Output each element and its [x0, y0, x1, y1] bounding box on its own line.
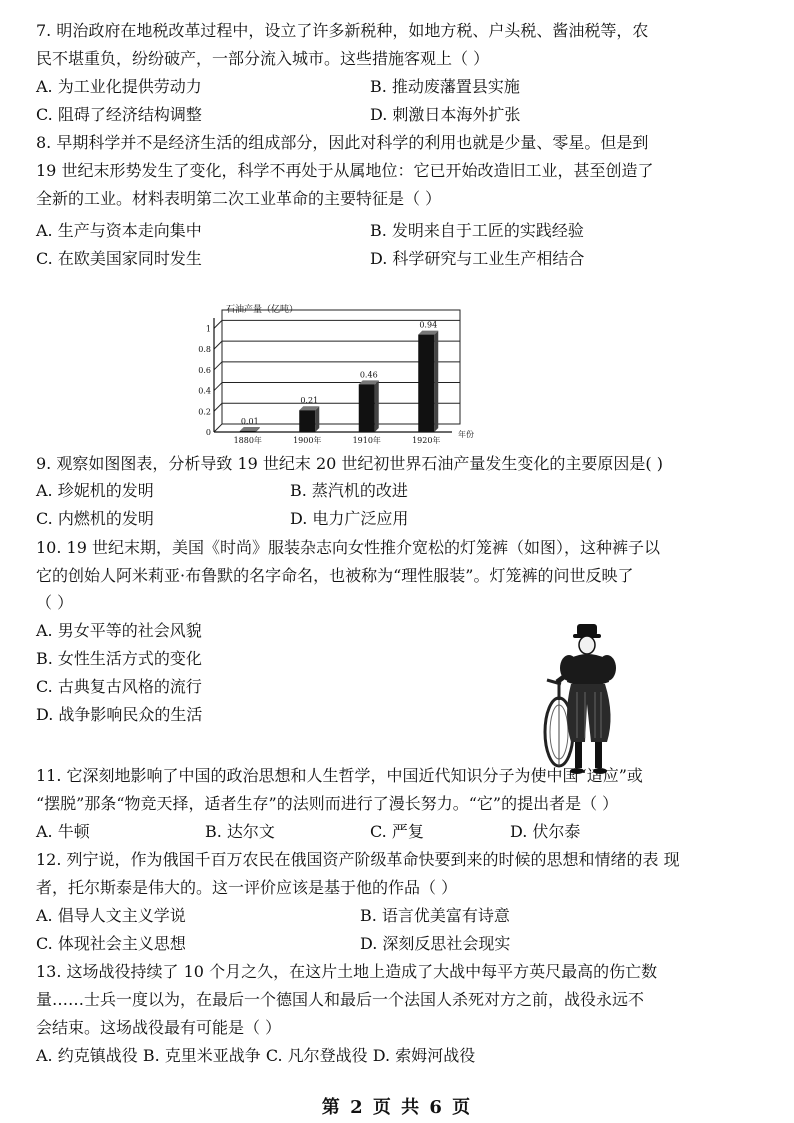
q8-option-d: D. 科学研究与工业生产相结合 [370, 249, 585, 268]
bar-data-label: 0.94 [419, 320, 438, 330]
q9-option-b: B. 蒸汽机的改进 [290, 481, 408, 500]
gridline-slant [214, 362, 222, 370]
q8-stem-line1: 8. 早期科学并不是经济生活的组成部分，因此对科学的利用也就是少量、零星。但是到 [36, 133, 649, 152]
gridline-slant [214, 383, 222, 391]
page-footer: 第 2 页 共 6 页 [321, 1097, 473, 1118]
q12-option-d: D. 深刻反思社会现实 [360, 934, 511, 953]
q12-option-c: C. 体现社会主义思想 [36, 934, 186, 953]
q11-option-b: B. 达尔文 [205, 822, 275, 841]
q9-option-a: A. 珍妮机的发明 [36, 481, 154, 500]
q7-option-a: A. 为工业化提供劳动力 [36, 77, 202, 96]
q11-stem-line2: “摆脱”那条“物竞天择，适者生存”的法则而进行了漫长努力。“它”的提出者是（ ） [36, 794, 619, 813]
q10-option-c: C. 古典复古风格的流行 [36, 677, 202, 696]
bar-side [315, 406, 319, 432]
q13-options: A. 约克镇战役 B. 克里米亚战争 C. 凡尔登战役 D. 索姆河战役 [36, 1046, 476, 1065]
q8-option-b: B. 发明来自于工匠的实践经验 [370, 221, 584, 240]
x-tick-label: 1920年 [412, 436, 441, 445]
q8-stem-line2: 19 世纪末形势发生了变化，科学不再处于从属地位：它已开始改造旧工业，甚至创造了 [36, 161, 654, 180]
q13-stem-line1: 13. 这场战役持续了 10 个月之久，在这片土地上造成了大战中每平方英尺最高的伤亡数 [36, 962, 658, 981]
gridline-slant [214, 424, 222, 432]
q9-stem: 9. 观察如图图表，分析导致 19 世纪末 20 世纪初世界石油产量发生变化的主要原因是( ) [36, 454, 663, 473]
q7-stem-line1: 7. 明治政府在地税改革过程中，设立了许多新税种，如地方税、户头税、酱油税等，农 [36, 21, 649, 40]
q8-stem-line3: 全新的工业。材料表明第二次工业革命的主要特征是（ ） [36, 189, 442, 208]
x-tick-label: 1900年 [293, 436, 322, 445]
q11-stem-line1: 11. 它深刻地影响了中国的政治思想和人生哲学，中国近代知识分子为使中国“适应”或 [36, 766, 643, 785]
gridline-slant [214, 320, 222, 328]
q9-option-c: C. 内燃机的发明 [36, 509, 154, 528]
q7-option-c: C. 阻碍了经济结构调整 [36, 105, 202, 124]
q12-option-a: A. 倡导人文主义学说 [36, 906, 186, 925]
gridline-slant [214, 341, 222, 349]
x-tick-label: 1910年 [352, 436, 381, 445]
bloomer-woman-illustration [535, 620, 635, 780]
y-tick-label: 0.4 [198, 386, 211, 396]
bar-side [375, 380, 379, 432]
q8-option-a: A. 生产与资本走向集中 [36, 221, 202, 240]
q7-option-d: D. 刺激日本海外扩张 [370, 105, 521, 124]
y-tick-label: 0.8 [198, 345, 211, 355]
y-tick-label: 0.6 [198, 365, 211, 375]
q7-option-b: B. 推动废藩置县实施 [370, 77, 520, 96]
q10-option-b: B. 女性生活方式的变化 [36, 649, 202, 668]
bar-side [434, 331, 438, 432]
bar [299, 410, 315, 432]
oil-production-chart [196, 300, 476, 450]
bar-data-label: 0.01 [240, 416, 259, 426]
y-tick-label: 1 [205, 324, 211, 334]
y-tick-label: 0.2 [198, 407, 211, 417]
q13-stem-line3: 会结束。这场战役最有可能是（ ） [36, 1018, 282, 1037]
q12-stem-line1: 12. 列宁说，作为俄国千百万农民在俄国资产阶级革命快要到来的时候的思想和情绪的表 现 [36, 850, 680, 869]
bar-data-label: 0.46 [359, 370, 378, 380]
q11-option-d: D. 伏尔泰 [510, 822, 581, 841]
q10-stem-line1: 10. 19 世纪末期，美国《时尚》服装杂志向女性推介宽松的灯笼裤（如图），这种裤子以 [36, 538, 660, 557]
chart-title: 石油产量（亿吨） [226, 305, 299, 315]
bar [240, 431, 256, 433]
q12-option-b: B. 语言优美富有诗意 [360, 906, 510, 925]
q13-stem-line2: 量……士兵一度以为，在最后一个德国人和最后一个法国人杀死对方之前，战役永远不 [36, 990, 645, 1009]
gridline-slant [214, 403, 222, 411]
q11-option-a: A. 牛顿 [36, 822, 90, 841]
bar-data-label: 0.21 [300, 396, 319, 406]
q11-option-c: C. 严复 [370, 822, 424, 841]
q12-stem-line2: 者，托尔斯泰是伟大的。这一评价应该是基于他的作品（ ） [36, 878, 458, 897]
bar [418, 335, 434, 432]
q10-option-a: A. 男女平等的社会风貌 [36, 621, 202, 640]
bar [359, 384, 375, 432]
x-tick-label: 1880年 [233, 436, 262, 445]
q7-stem-line2: 民不堪重负，纷纷破产，一部分流入城市。这些措施客观上（ ） [36, 49, 490, 68]
q8-option-c: C. 在欧美国家同时发生 [36, 249, 202, 268]
q9-option-d: D. 电力广泛应用 [290, 509, 409, 528]
q10-stem-line2: 它的创始人阿米莉亚·布鲁默的名字命名，也被称为“理性服装”。灯笼裤的问世反映了 [36, 566, 634, 585]
q10-option-d: D. 战争影响民众的生活 [36, 705, 203, 724]
q10-stem-line3: （ ） [36, 593, 74, 612]
y-tick-label: 0 [205, 428, 211, 437]
x-axis-label: 年份 [458, 430, 474, 439]
